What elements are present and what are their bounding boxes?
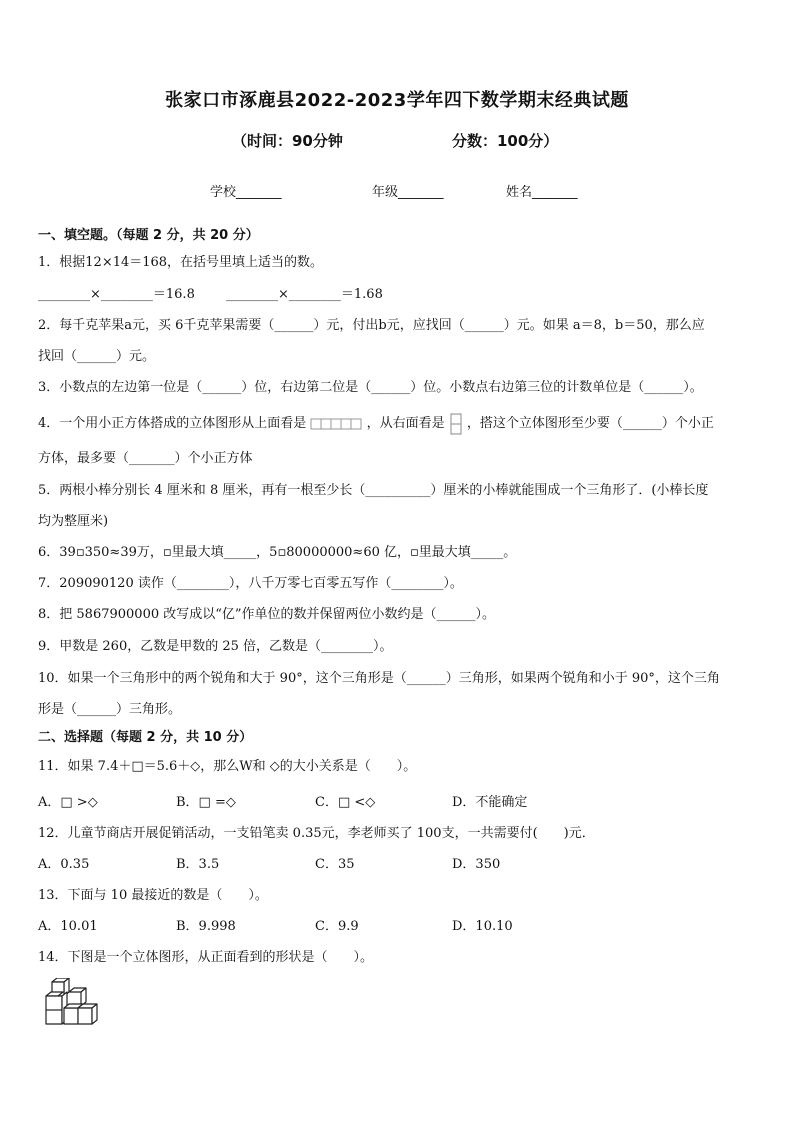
question-1-blank-b: ________×________＝1.68: [226, 287, 383, 302]
cube-stack-figure: [42, 978, 114, 1030]
score-label: 分数：100分）: [452, 132, 559, 150]
question-1: 1．根据12×14＝168，在括号里填上适当的数。: [38, 255, 324, 270]
q12-option-d[interactable]: D．350: [452, 857, 501, 872]
section-heading-choice: 二、选择题（每题 2 分，共 10 分）: [38, 730, 253, 745]
q11-option-b[interactable]: B．□ =◇: [176, 795, 236, 810]
grade-field[interactable]: 年级_______: [372, 185, 444, 200]
question-4-line-2: 方体，最多要（_______）个小正方体: [38, 451, 253, 466]
section-heading-fill: 一、填空题。（每题 2 分，共 20 分）: [38, 228, 259, 243]
question-5-line-1: 5．两根小棒分别长 4 厘米和 8 厘米，再有一根至少长（__________）厘米的小棒就能围成一个三角形了．(小棒长度: [38, 483, 709, 498]
top-view-icon: [310, 418, 362, 430]
question-13: 13．下面与 10 最接近的数是（ ）。: [38, 888, 268, 903]
question-3: 3．小数点的左边第一位是（______）位，右边第二位是（______）位。小数点右边第三位的计数单位是（______）。: [38, 380, 703, 395]
question-1-blank-a: ________×________＝16.8: [38, 287, 195, 302]
q12-option-c[interactable]: C．35: [315, 857, 355, 872]
question-4-line-1: [38, 412, 714, 435]
q11-option-d[interactable]: D．不能确定: [452, 795, 528, 810]
question-2-line-1: 2．每千克苹果a元，买 6千克苹果需要（______）元，付出b元，应找回（______）元。如果 a＝8，b＝50，那么应: [38, 318, 705, 333]
question-14: 14．下图是一个立体图形，从正面看到的形状是（ ）。: [38, 950, 374, 965]
question-8: 8．把 5867900000 改写成以“亿”作单位的数并保留两位小数约是（______）。: [38, 607, 496, 622]
q12-option-a[interactable]: A．0.35: [38, 857, 90, 872]
q12-option-b[interactable]: B．3.5: [176, 857, 220, 872]
name-field[interactable]: 姓名_______: [506, 185, 578, 200]
question-9: 9．甲数是 260，乙数是甲数的 25 倍，乙数是（________）。: [38, 639, 393, 654]
q13-option-b[interactable]: B．9.998: [176, 919, 236, 934]
time-label: （时间：90分钟: [232, 132, 343, 150]
question-4-text-c: ，搭这个立体图形至少要（______）个小正: [466, 416, 714, 431]
question-4-text-a: 4．一个用小正方体搭成的立体图形从上面看是: [38, 416, 307, 431]
page-title: 张家口市涿鹿县2022-2023学年四下数学期末经典试题: [165, 90, 629, 111]
question-10-line-1: 10．如果一个三角形中的两个锐角和大于 90°，这个三角形是（______）三角形，如果两个锐角和小于 90°，这个三角: [38, 671, 720, 686]
question-2-line-2: 找回（______）元。: [38, 349, 156, 364]
question-11: 11．如果 7.4＋□＝5.6＋◇，那么W和 ◇的大小关系是（ ）。: [38, 759, 417, 774]
q13-option-a[interactable]: A．10.01: [38, 919, 98, 934]
q13-option-d[interactable]: D．10.10: [452, 919, 513, 934]
question-10-line-2: 形是（______）三角形。: [38, 702, 182, 717]
q11-option-a[interactable]: A．□ >◇: [38, 795, 98, 810]
right-view-icon: [449, 413, 463, 435]
school-field[interactable]: 学校_______: [210, 185, 282, 200]
question-7: 7．209090120 读作（________），八千万零七百零五写作（________）。: [38, 576, 463, 591]
question-5-line-2: 均为整厘米): [38, 514, 109, 529]
question-6: 6．39▫350≈39万，▫里最大填_____，5▫80000000≈60 亿，▫里最大填_____。: [38, 545, 517, 560]
question-4-text-b: ，从右面看是: [366, 416, 445, 431]
q13-option-c[interactable]: C．9.9: [315, 919, 359, 934]
q11-option-c[interactable]: C．□ <◇: [315, 795, 376, 810]
question-12: 12．儿童节商店开展促销活动，一支铅笔卖 0.35元，李老师买了 100支，一共需要付( )元．: [38, 826, 595, 841]
